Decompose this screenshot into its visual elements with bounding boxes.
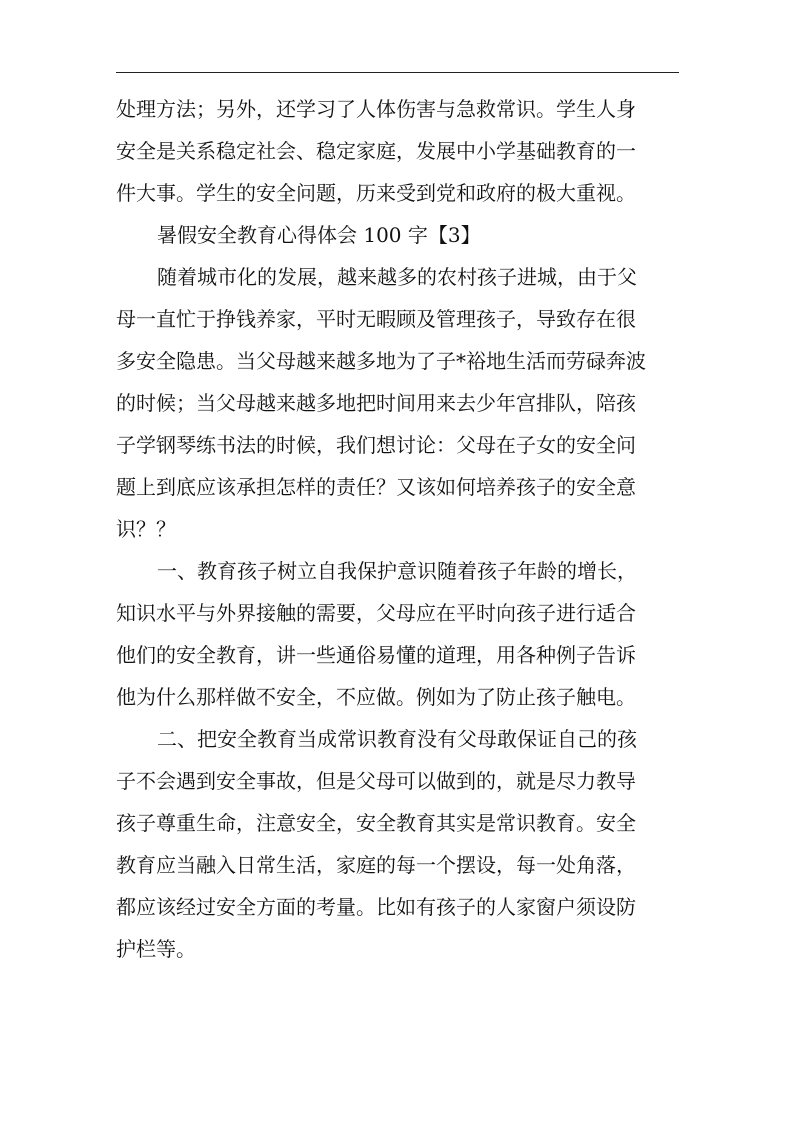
text-line: 的时候；当父母越来越多地把时间用来去少年宫排队，陪孩 <box>116 391 636 415</box>
text-line: 孩子尊重生命，注意安全，安全教育其实是常识教育。安全 <box>116 811 636 835</box>
text-line: 处理方法；另外，还学习了人体伤害与急救常识。学生人身 <box>116 97 636 121</box>
text-line: 件大事。学生的安全问题，历来受到党和政府的极大重视。 <box>116 181 636 205</box>
text-line: 知识水平与外界接触的需要，父母应在平时向孩子进行适合 <box>116 601 636 625</box>
text-line: 他们的安全教育，讲一些通俗易懂的道理，用各种例子告诉 <box>116 643 636 667</box>
document-body <box>116 88 680 970</box>
header-rule <box>116 72 679 73</box>
text-line: 题上到底应该承担怎样的责任？又该如何培养孩子的安全意 <box>116 475 636 499</box>
section-heading: 暑假安全教育心得体会 100 字【3】 <box>157 223 481 247</box>
text-line: 都应该经过安全方面的考量。比如有孩子的人家窗户须设防 <box>116 895 636 919</box>
text-line: 随着城市化的发展，越来越多的农村孩子进城，由于父 <box>157 265 637 289</box>
text-line: 二、把安全教育当成常识教育没有父母敢保证自己的孩 <box>157 727 637 751</box>
text-line: 子不会遇到安全事故，但是父母可以做到的，就是尽力教导 <box>116 769 636 793</box>
text-line: 护栏等。 <box>116 937 196 961</box>
text-line: 母一直忙于挣钱养家，平时无暇顾及管理孩子，导致存在很 <box>116 307 636 331</box>
text-line: 教育应当融入日常生活，家庭的每一个摆设，每一处角落， <box>116 853 636 877</box>
text-line: 子学钢琴练书法的时候，我们想讨论：父母在子女的安全问 <box>116 433 636 457</box>
text-line: 识？？ <box>116 517 176 541</box>
text-line: 他为什么那样做不安全，不应做。例如为了防止孩子触电。 <box>116 685 636 709</box>
text-line: 安全是关系稳定社会、稳定家庭，发展中小学基础教育的一 <box>116 139 636 163</box>
text-line: 一、教育孩子树立自我保护意识随着孩子年龄的增长， <box>157 559 637 583</box>
text-line: 多安全隐患。当父母越来越多地为了子*裕地生活而劳碌奔波 <box>116 349 646 373</box>
